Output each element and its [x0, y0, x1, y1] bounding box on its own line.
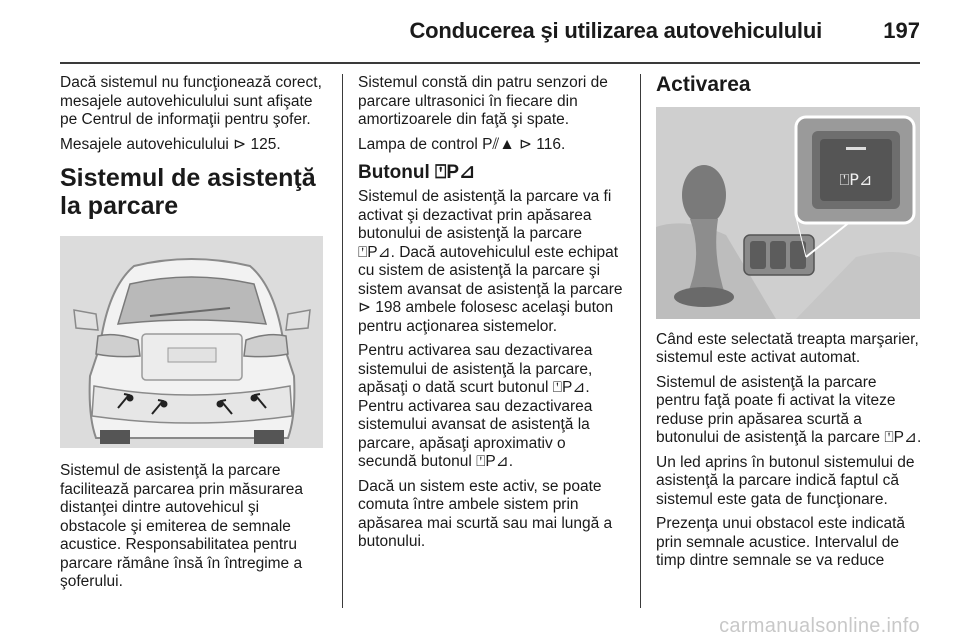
- col3-paragraph-4: Prezenţa unui obstacol este indicată prin semnale acustice. Intervalul de timp dintre semnale se va reduce: [656, 515, 906, 569]
- watermark: carmanualsonline.info: [719, 615, 920, 637]
- col3-paragraph-3: Un led aprins în butonul sistemului de asistenţă la parcare indică faptul că sistemul este gata de funcţionare.: [656, 453, 915, 508]
- column-1: [60, 74, 325, 598]
- parking-button-illustration: [656, 107, 920, 319]
- header-rule: [60, 62, 920, 64]
- car-rear-sensors-illustration: [60, 236, 323, 448]
- col1-paragraph-3: Sistemul de asistenţă la parcare facilitează parcarea prin măsurarea distanţei dintre autovehicul şi obstacole şi emiterea de semnale acustice. Responsabilitatea pentru parcare rămâne însă în întregime a şoferului.: [60, 462, 303, 590]
- col2-paragraph-3: Sistemul de asistenţă la parcare va fi activat şi dezactivat prin apăsarea butonului de asistenţă la parcare ⍞P⊿. Dacă autovehiculul este echipat cu sistem de asistenţă la parcare şi sistem avansat de asistenţă la parcare ⊳ 198 ambele folosesc acelaşi buton pentru acţionarea sistemelor.: [358, 188, 623, 335]
- svg-text:⍞P⊿: ⍞P⊿: [839, 169, 873, 189]
- section-title: Sistemul de asistenţă la parcare: [60, 164, 316, 220]
- column-divider-1: [342, 74, 343, 608]
- page-number: 197: [883, 18, 920, 43]
- col1-paragraph-1: Dacă sistemul nu funcţionează corect, mesajele autovehiculului sunt afişate pe Centrul de informaţii pentru şofer.: [60, 74, 322, 128]
- col2-paragraph-1: Sistemul constă din patru senzori de parcare ultrasonici în fiecare din amortizoarele din faţă şi spate.: [358, 74, 608, 128]
- col1-paragraph-2: Mesajele autovehiculului ⊳ 125.: [60, 135, 281, 153]
- column-divider-2: [640, 74, 641, 608]
- col2-paragraph-4: Pentru activarea sau dezactivarea sistemului de asistenţă la parcare, apăsaţi o dată scurt butonul ⍞P⊿. Pentru activarea sau dezactivarea sistemului avansat de asistenţă la parcare, apăsaţi aproximativ o secundă butonul ⍞P⊿.: [358, 342, 593, 470]
- parking-button-subheading: Butonul ⍞P⊿: [358, 162, 476, 183]
- page-header-title: Conducerea şi utilizarea autovehiculului: [409, 18, 822, 43]
- col2-paragraph-5: Dacă un sistem este activ, se poate comuta între ambele sistem prin apăsarea mai scurtă sau mai lungă a butonului.: [358, 477, 613, 550]
- col2-paragraph-2: Lampa de control P⫽▲ ⊳ 116.: [358, 135, 566, 153]
- column-3: [656, 74, 922, 577]
- column-2: [358, 74, 623, 558]
- col3-paragraph-2: Sistemul de asistenţă la parcare pentru faţă poate fi activat la viteze reduse prin apăsarea scurtă a butonului de asistenţă la parcare ⍞P⊿.: [656, 373, 922, 446]
- col3-paragraph-1: Când este selectată treapta marşarier, sistemul este activat automat.: [656, 330, 919, 366]
- activation-subheading: Activarea: [656, 73, 751, 96]
